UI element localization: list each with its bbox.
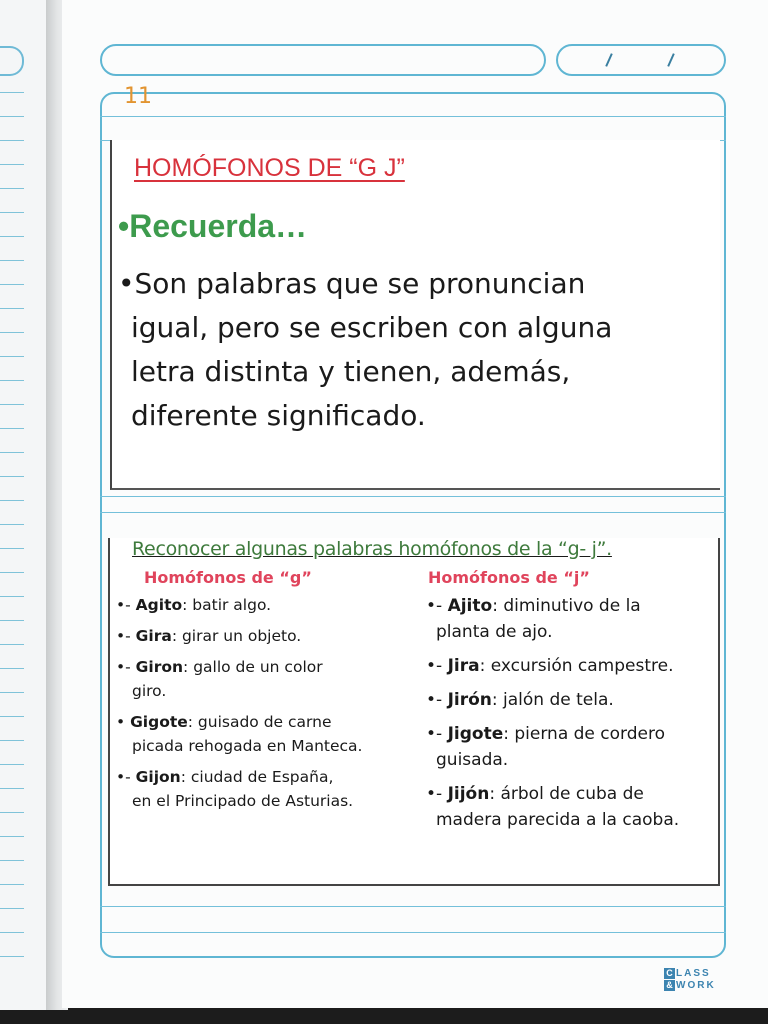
list-item: •- Ajito: diminutivo de la planta de ajo. [426,596,641,642]
term: Jirón [447,690,492,710]
list-item: •- Jijón: árbol de cuba de madera parecida a la caoba. [426,784,680,830]
term: Gijon [135,768,181,786]
g-homophones-column [116,568,406,820]
term: Ajito [447,596,493,616]
card-title: HOMÓFONOS DE “G J” [134,154,405,182]
list-item: •- Gijon: ciudad de España, en el Principado de Asturias. [116,768,354,810]
definition-line: letra distinta y tienen, además, [131,355,571,388]
term: Jigote [447,724,504,744]
term: Agito [135,596,183,614]
examples-card [108,538,720,886]
list-item: •- Agito: batir algo. [116,596,272,614]
term: Giron [135,658,184,676]
examples-heading: Reconocer algunas palabras homófonos de la “g- j”. [132,538,612,560]
list-item: •- Jirón: jalón de tela. [426,690,614,710]
header-title-box [100,44,546,76]
j-homophones-column [426,568,722,841]
definition-card [110,140,720,490]
g-column-header: Homófonos de “g” [144,568,312,587]
header-date-box [556,44,726,76]
term: Gigote [130,713,188,731]
definition-line: igual, pero se escriben con alguna [131,311,613,344]
list-item: •- Jira: excursión campestre. [426,656,674,676]
definition-text [118,262,718,438]
list-item: •- Giron: gallo de un color giro. [116,658,323,700]
list-item: •- Jigote: pierna de cordero guisada. [426,724,665,770]
left-page-tab [0,46,24,76]
term: Jijón [447,784,490,804]
term: Jira [447,656,480,676]
term: Gira [135,627,172,645]
list-item: • Gigote: guisado de carne picada rehogada en Manteca. [116,713,363,755]
previous-page-edge [0,0,46,1010]
j-column-header: Homófonos de “j” [428,568,590,587]
page-number: 11 [124,84,152,109]
definition-line: diferente significado. [131,399,426,432]
classwork-logo: C LASS & WORK [664,968,716,992]
list-item: •- Gira: girar un objeto. [116,627,302,645]
recuerda-heading: •Recuerda… [118,208,308,244]
definition-line: •Son palabras que se pronuncian [118,267,586,300]
